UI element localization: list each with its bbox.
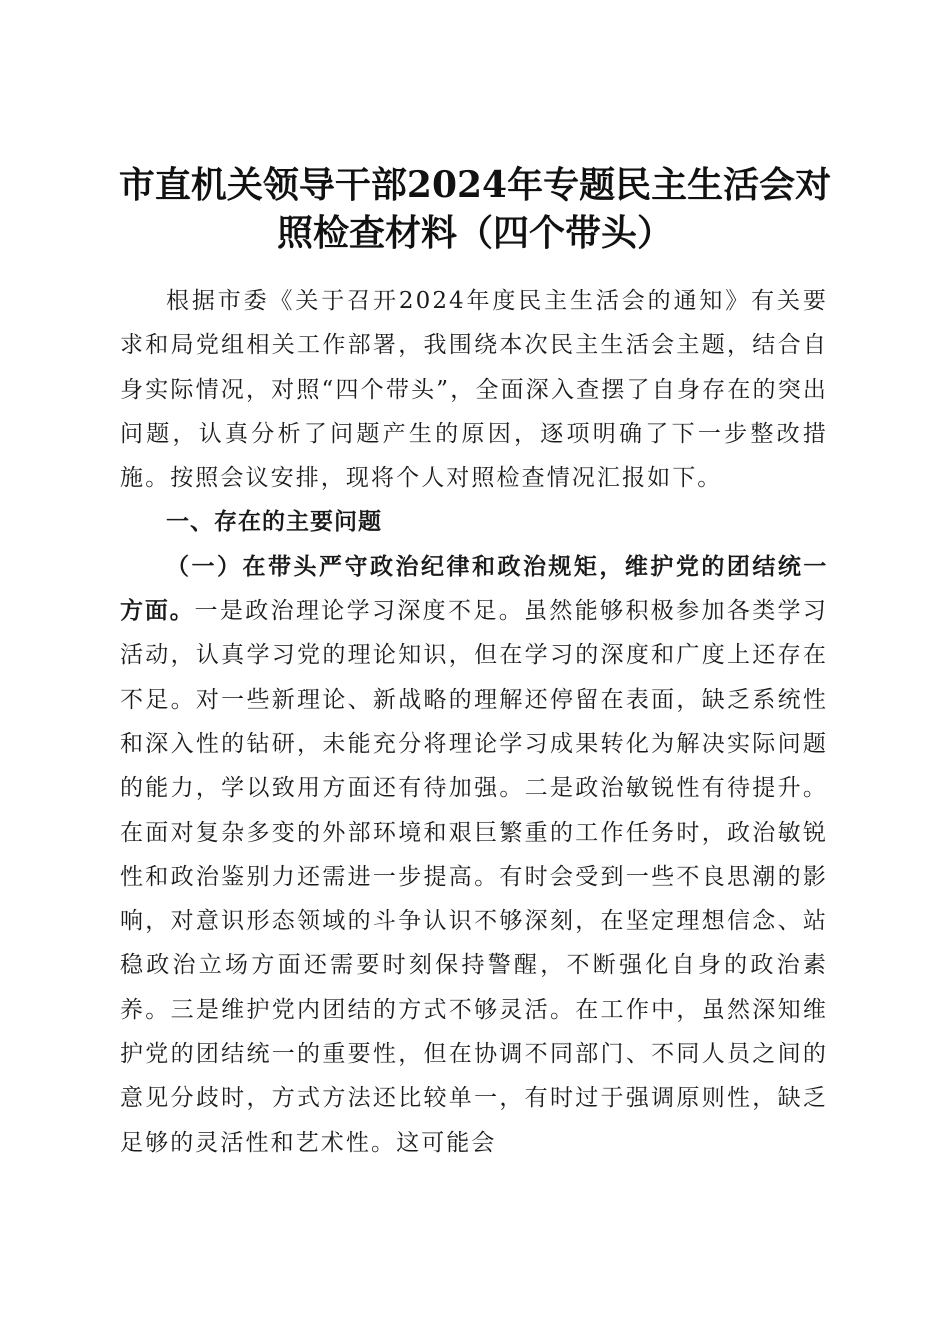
subsection-body: 一是政治理论学习深度不足。虽然能够积极参加各类学习活动，认真学习党的理论知识，但在学习的深度和广度上还存在不足。对一些新理论、新战略的理解还停留在表面，缺乏系统性和深入性的钻研，未能充分将理论学习成果转化为解决实际问题的能力，学以致用方面还有待加强。二是政治敏锐性有待提升。在面对复杂多变的外部环境和艰巨繁重的工作任务时，政治敏锐性和政治鉴别力还需进一步提高。有时会受到一些不良思潮的影响，对意识形态领域的斗争认识不够深刻，在坚定理想信念、站稳政治立场方面还需要时刻保持警醒，不断强化自身的政治素养。三是维护党内团结的方式不够灵活。在工作中，虽然深知维护党的团结统一的重要性，但在协调不同部门、不同人员之间的意见分歧时，方式方法还比较单一，有时过于强调原则性，缺乏足够的灵活性和艺术性。这可能会 [120,598,828,1156]
section-heading: 一、存在的主要问题 [166,509,382,536]
subsection-lead: （一）在带头严守政治纪律和政治规矩，维护党的团结统一方面。 [120,553,828,625]
intro-paragraph: 根据市委《关于召开2024年度民主生活会的通知》有关要求和局党组相关工作部署，我围绕本次民主生活会主题，结合自身实际情况，对照“四个带头”，全面深入查摆了自身存在的突出问题，认真分析了问题产生的原因，逐项明确了下一步整改措施。按照会议安排，现将个人对照检查情况汇报如下。 [120,288,828,492]
document-title [110,161,840,257]
title-line-1: 市直机关领导干部2024年专题民主生活会对 [118,164,832,207]
title-line-2: 照检查材料（四个带头） [276,212,673,255]
subsection-paragraph [120,545,828,1165]
document-body [120,279,828,1165]
